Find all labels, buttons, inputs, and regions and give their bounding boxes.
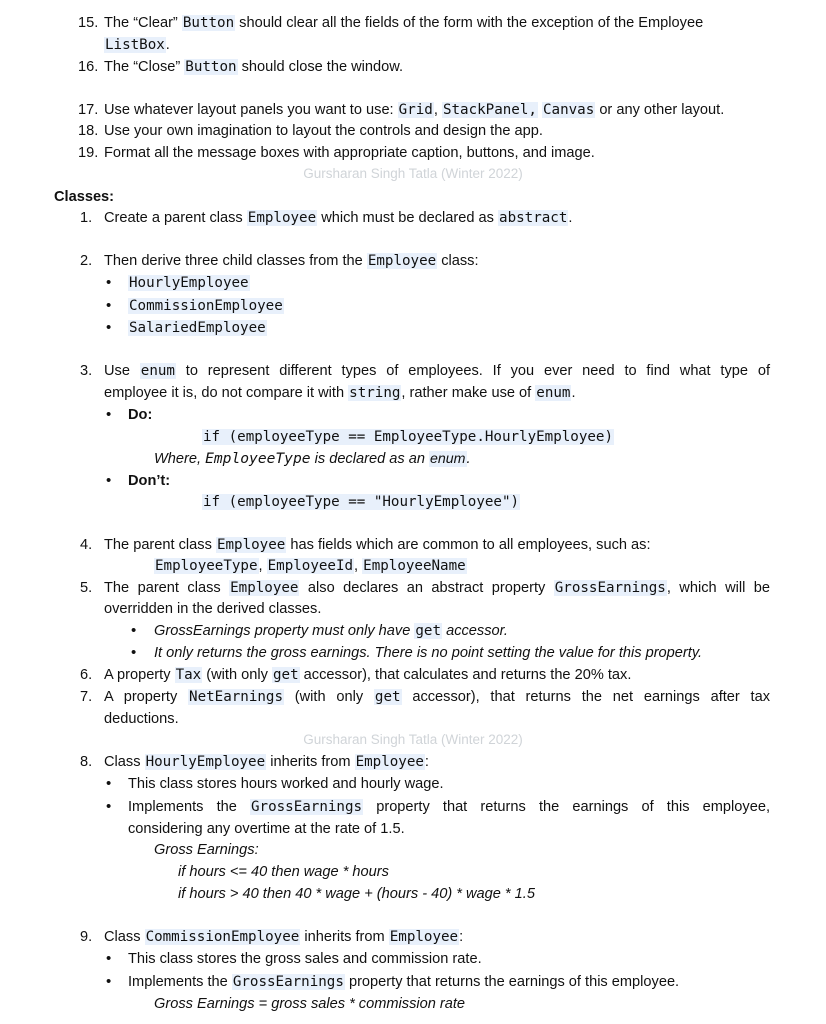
watermark: Gursharan Singh Tatla (Winter 2022) [303, 166, 523, 181]
code-field: EmployeeId [267, 558, 354, 574]
text: Implements the [128, 799, 237, 815]
item-number: 15. [78, 15, 99, 31]
classes-heading: Classes: [54, 189, 115, 205]
code-grossearnings: GrossEarnings [554, 580, 666, 596]
code-employee: Employee [230, 580, 299, 596]
class-item-9-bullet-2 [128, 973, 679, 991]
text: should close the window. [241, 59, 404, 75]
item-number: 19. [78, 145, 99, 161]
do-label: Do: [128, 407, 153, 423]
code-grid: Grid [398, 102, 433, 118]
subclass-item [128, 297, 284, 315]
text: Implements the [128, 974, 228, 990]
class-item-9 [104, 928, 463, 946]
code-button: Button [182, 15, 235, 31]
text: , [258, 558, 263, 574]
bullet-icon: • [106, 274, 112, 291]
text: , [433, 102, 438, 118]
item-18-line: Use your own imagination to layout the controls and design the app. [104, 123, 543, 139]
code-employee: Employee [367, 253, 437, 269]
dont-label: Don’t: [128, 473, 171, 489]
text: . [568, 210, 573, 226]
item-number: 2. [80, 253, 93, 269]
code-get: get [415, 623, 442, 639]
text: (with only [294, 689, 364, 705]
text: class: [441, 253, 479, 269]
text: . [466, 451, 471, 467]
text: Create a parent class [104, 210, 243, 226]
code-canvas: Canvas [543, 102, 595, 118]
formula-line: Gross Earnings = gross sales * commission rate [154, 996, 466, 1012]
item-number: 7. [80, 689, 93, 705]
code-hourlyemployee: HourlyEmployee [129, 275, 249, 291]
subclass-item [128, 274, 250, 292]
item-number: 4. [80, 537, 93, 553]
text: . [165, 37, 170, 53]
bullet-icon: • [106, 775, 112, 792]
text: Class [104, 754, 141, 770]
class-item-5-line-1 [104, 579, 770, 597]
class-item-7-line-1 [104, 688, 770, 706]
text: property that returns the earnings of this employee. [348, 974, 680, 990]
code-salariedemployee: SalariedEmployee [129, 320, 266, 336]
class-item-8-bullet-2-cont: considering any overtime at the rate of 1.5. [128, 821, 405, 837]
code-enum: enum [430, 451, 466, 467]
text: inherits from [304, 929, 385, 945]
bullet-icon: • [106, 950, 112, 967]
text: accessor), that returns the net earnings after tax [412, 689, 771, 705]
gross-earnings-label: Gross Earnings: [154, 842, 259, 858]
code-commissionemployee: CommissionEmployee [129, 298, 283, 314]
code-dont: if (employeeType == "HourlyEmployee") [203, 494, 520, 510]
text: property that returns the earnings of this employee, [376, 799, 770, 815]
class-item-5-bullet-1 [154, 622, 508, 640]
text: The parent class [104, 580, 221, 596]
class-item-5-bullet-2: It only returns the gross earnings. There is no point setting the value for this property. [154, 645, 703, 661]
class-item-5-line-2: overridden in the derived classes. [104, 601, 322, 617]
formula-line: if hours <= 40 then wage * hours [178, 864, 389, 880]
text: . [571, 385, 576, 401]
text: , [354, 558, 359, 574]
text: or any other layout. [599, 102, 725, 118]
class-item-4-line-2 [154, 557, 467, 575]
item-16-line [104, 58, 403, 76]
item-number: 18. [78, 123, 99, 139]
code-enum: enum [536, 385, 571, 401]
do-code [202, 428, 614, 446]
class-item-6 [104, 666, 631, 684]
item-15-line-1 [104, 14, 703, 32]
text: A property [104, 689, 178, 705]
bullet-icon: • [106, 319, 112, 336]
text: The parent class [104, 537, 212, 553]
code-netearnings: NetEarnings [189, 689, 283, 705]
code-hourlyemployee: HourlyEmployee [145, 754, 266, 770]
text: Use [104, 363, 130, 379]
code-field: EmployeeName [363, 558, 466, 574]
text: Class [104, 929, 141, 945]
item-17-line [104, 101, 724, 119]
watermark: Gursharan Singh Tatla (Winter 2022) [303, 732, 523, 747]
item-number: 16. [78, 59, 99, 75]
subclass-item [128, 319, 267, 337]
item-number: 3. [80, 363, 93, 379]
text: which must be declared as [321, 210, 494, 226]
text: (with only [206, 667, 268, 683]
class-item-7-line-2: deductions. [104, 711, 179, 727]
text: The “Close” [104, 59, 181, 75]
code-employee: Employee [247, 210, 317, 226]
text: employee it is, do not compare it with [104, 385, 345, 401]
class-item-8-bullet-2 [128, 798, 770, 816]
item-number: 8. [80, 754, 93, 770]
code-string: string [349, 385, 401, 401]
text: GrossEarnings property must only have [154, 623, 411, 639]
text: should clear all the fields of the form with the exception of the Employee [239, 15, 704, 31]
bullet-icon: • [106, 406, 112, 423]
class-item-4-line-1 [104, 536, 651, 554]
code-grossearnings: GrossEarnings [251, 799, 363, 815]
code-listbox: ListBox [105, 37, 165, 53]
code-enum: enum [140, 363, 175, 379]
class-item-8 [104, 753, 429, 771]
code-field: EmployeeType [155, 558, 258, 574]
code-commissionemployee: CommissionEmployee [145, 929, 300, 945]
text: , rather make use of [401, 385, 532, 401]
class-item-3-line-1 [104, 362, 770, 380]
text: also declares an abstract property [307, 580, 546, 596]
class-item-1 [104, 209, 572, 227]
text: , which will be [666, 580, 771, 596]
code-abstract: abstract [499, 210, 568, 226]
text: Use whatever layout panels you want to use: [104, 102, 394, 118]
item-number: 1. [80, 210, 93, 226]
text: has fields which are common to all employees, such as: [290, 537, 651, 553]
bullet-icon: • [106, 472, 112, 489]
code-employee: Employee [216, 537, 286, 553]
text: inherits from [270, 754, 351, 770]
bullet-icon: • [131, 644, 137, 661]
item-number: 6. [80, 667, 93, 683]
text: A property [104, 667, 171, 683]
class-item-3-line-2 [104, 384, 576, 402]
code-get: get [374, 689, 401, 705]
text: Then derive three child classes from the [104, 253, 363, 269]
code-stackpanel: StackPanel, [442, 102, 537, 118]
bullet-icon: • [106, 798, 112, 815]
bullet-icon: • [131, 622, 137, 639]
where-note [154, 450, 471, 468]
bullet-icon: • [106, 973, 112, 990]
class-item-8-bullet-1: This class stores hours worked and hourly wage. [128, 776, 444, 792]
code-employee: Employee [389, 929, 459, 945]
text: accessor), that calculates and returns the 20% tax. [303, 667, 632, 683]
item-number: 9. [80, 929, 93, 945]
class-item-2 [104, 252, 479, 270]
text: accessor. [446, 623, 508, 639]
class-item-9-bullet-1: This class stores the gross sales and commission rate. [128, 951, 482, 967]
code-get: get [272, 667, 299, 683]
code-grossearnings: GrossEarnings [232, 974, 344, 990]
item-15-line-2 [104, 36, 170, 54]
text: to represent different types of employees. If you ever need to find what type of [185, 363, 770, 379]
code-tax: Tax [175, 667, 202, 683]
bullet-icon: • [106, 297, 112, 314]
text: : [459, 929, 464, 945]
text: : [424, 754, 429, 770]
text: is declared as an [314, 451, 425, 467]
text: The “Clear” [104, 15, 178, 31]
text: EmployeeType [205, 450, 311, 467]
code-employee: Employee [355, 754, 424, 770]
item-number: 17. [78, 102, 99, 118]
code-button: Button [185, 59, 237, 75]
dont-code [202, 493, 520, 511]
text: Where, [154, 451, 202, 467]
item-19-line: Format all the message boxes with appropriate caption, buttons, and image. [104, 145, 595, 161]
formula-line: if hours > 40 then 40 * wage + (hours - 40) * wage * 1.5 [178, 886, 535, 902]
item-number: 5. [80, 580, 93, 596]
code-do: if (employeeType == EmployeeType.HourlyEmployee) [203, 429, 613, 445]
